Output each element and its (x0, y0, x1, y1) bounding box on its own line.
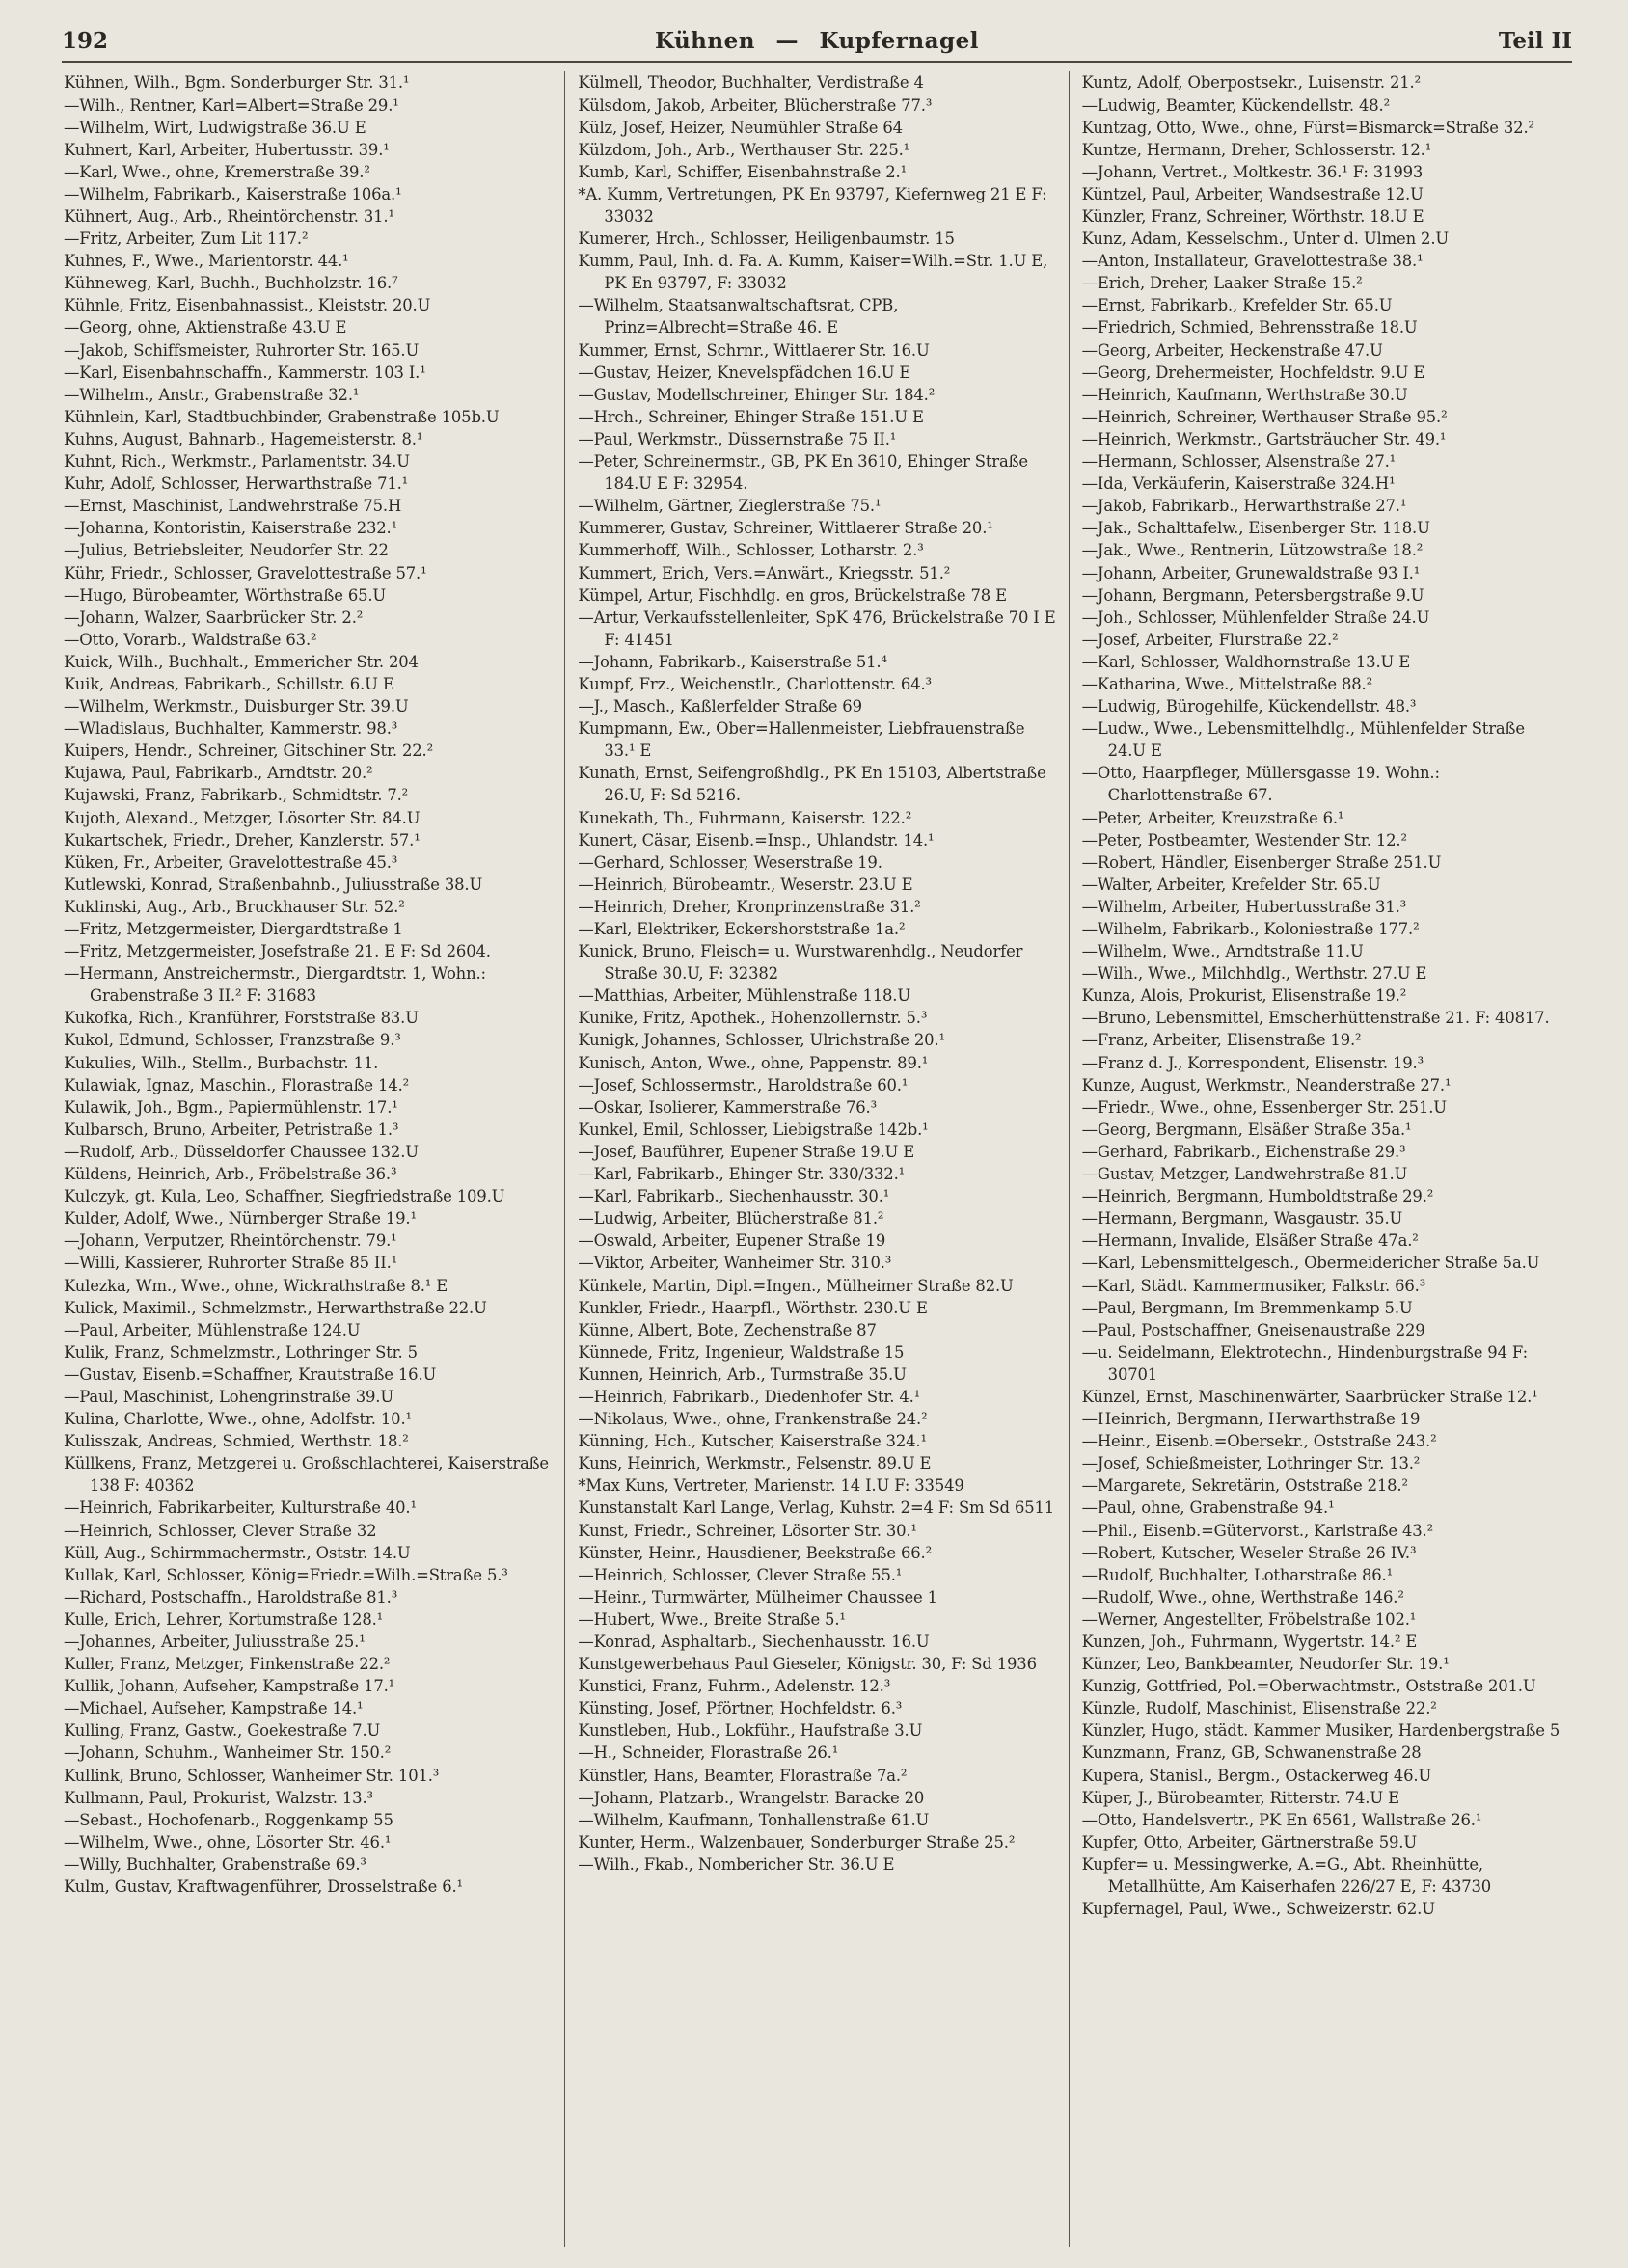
directory-entry: Kühnlein, Karl, Stadtbuchbinder, Grabenstraße 105b.U (64, 407, 500, 426)
directory-entry: —Wilh., Fkab., Nombericher Str. 36.U E (578, 1854, 895, 1874)
directory-entry: Kujoth, Alexand., Metzger, Lösorter Str. 84.U (64, 808, 421, 827)
directory-entry: —Wilhelm, Wwe., ohne, Lösorter Str. 46.¹ (64, 1832, 392, 1851)
directory-entry: Kullik, Johann, Aufseher, Kampstraße 17.¹ (64, 1677, 395, 1696)
directory-entry: Kunkler, Friedr., Haarpfl., Wörthstr. 230.U E (578, 1298, 928, 1317)
part-label: Teil II (1498, 28, 1572, 54)
directory-entry: —Karl, Eisenbahnschaffn., Kammerstr. 103 I.¹ (64, 363, 426, 382)
directory-entry: —Heinrich, Bürobeamtr., Weserstr. 23.U E (578, 875, 913, 894)
directory-entry: Kullmann, Paul, Prokurist, Walzstr. 13.³ (64, 1788, 373, 1807)
directory-entry: —Friedrich, Schmied, Behrensstraße 18.U (1081, 318, 1418, 338)
directory-entry: —Friedr., Wwe., ohne, Essenberger Str. 251.U (1081, 1097, 1447, 1117)
directory-entry: Kulawiak, Ignaz, Maschin., Florastraße 14.² (64, 1075, 410, 1094)
directory-entry: Kumb, Karl, Schiffer, Eisenbahnstraße 2.¹ (578, 162, 908, 181)
directory-entry: Kühr, Friedr., Schlosser, Gravelottestraße 57.¹ (64, 563, 427, 582)
directory-entry: —Franz d. J., Korrespondent, Elisenstr. 19.³ (1081, 1053, 1424, 1072)
directory-entry: —Heinr., Eisenb.=Obersekr., Oststraße 243.² (1081, 1432, 1437, 1451)
directory-entry: —J., Masch., Kaßlerfelder Straße 69 (578, 697, 862, 716)
directory-column-2 (565, 71, 1068, 2247)
directory-entry: Künstler, Hans, Beamter, Florastraße 7a.² (578, 1766, 908, 1785)
directory-entry: —Willi, Kassierer, Ruhrorter Straße 85 II.¹ (64, 1254, 398, 1273)
directory-entry: Kunze, August, Werkmstr., Neanderstraße 27.¹ (1081, 1075, 1452, 1094)
directory-entry: —Wilh., Rentner, Karl=Albert=Straße 29.¹ (64, 95, 399, 115)
directory-entry: Küken, Fr., Arbeiter, Gravelottestraße 45.³ (64, 852, 398, 872)
directory-entry: —Julius, Betriebsleiter, Neudorfer Str. 22 (64, 541, 389, 560)
directory-entry: Kummerhoff, Wilh., Schlosser, Lotharstr. 2.³ (578, 541, 924, 560)
directory-entry: —Ernst, Maschinist, Landwehrstraße 75.H (64, 497, 402, 516)
directory-entry: —Anton, Installateur, Gravelottestraße 38.¹ (1081, 252, 1424, 271)
directory-entry: —Matthias, Arbeiter, Mühlenstraße 118.U (578, 986, 911, 1006)
directory-entry: Kunick, Bruno, Fleisch= u. Wurstwarenhdlg., Neudorfer Straße 30.U, F: 32382 (578, 942, 1023, 984)
directory-entry: Kuhnes, F., Wwe., Marientorstr. 44.¹ (64, 252, 349, 271)
directory-entry: Kulczyk, gt. Kula, Leo, Schaffner, Siegfriedstraße 109.U (64, 1187, 505, 1206)
directory-entry: —Johannes, Arbeiter, Juliusstraße 25.¹ (64, 1633, 366, 1651)
directory-entry: Künsting, Josef, Pförtner, Hochfeldstr. 6.³ (578, 1699, 903, 1718)
directory-entry: —Gustav, Heizer, Knevelspfädchen 16.U E (578, 363, 911, 382)
directory-entry: —Josef, Schießmeister, Lothringer Str. 13.² (1081, 1454, 1421, 1473)
directory-entry: —Karl, Städt. Kammermusiker, Falkstr. 66.³ (1081, 1276, 1426, 1295)
directory-entry: Küntzel, Paul, Arbeiter, Wandsestraße 12.U (1081, 184, 1424, 203)
directory-entry: —Paul, Werkmstr., Düssernstraße 75 II.¹ (578, 429, 897, 448)
directory-entry: Kumpf, Frz., Weichenstlr., Charlottenstr. 64.³ (578, 674, 932, 693)
directory-entry: —Johann, Platzarb., Wrangelstr. Baracke 20 (578, 1788, 925, 1807)
directory-entry: —Paul, Arbeiter, Mühlenstraße 124.U (64, 1320, 361, 1339)
directory-entry: —Paul, Maschinist, Lohengrinstraße 39.U (64, 1387, 394, 1406)
directory-entry: —Werner, Angestellter, Fröbelstraße 102.¹ (1081, 1609, 1417, 1629)
directory-entry: Künne, Albert, Bote, Zechenstraße 87 (578, 1320, 877, 1339)
directory-entry: —Karl, Elektriker, Eckershorststraße 1a.² (578, 920, 906, 938)
directory-entry: Kümpel, Artur, Fischhdlg. en gros, Brückelstraße 78 E (578, 585, 1007, 605)
directory-entry: Kuntz, Adolf, Oberpostsekr., Luisenstr. 21.² (1081, 73, 1422, 93)
directory-entry: Kunzig, Gottfried, Pol.=Oberwachtmstr., Oststraße 201.U (1081, 1677, 1536, 1696)
directory-entry: —Heinrich, Schreiner, Werthauser Straße 95.² (1081, 407, 1448, 426)
directory-entry: —Phil., Eisenb.=Gütervorst., Karlstraße 43.² (1081, 1521, 1434, 1540)
directory-entry: —Paul, ohne, Grabenstraße 94.¹ (1081, 1498, 1335, 1518)
directory-entry: Kunza, Alois, Prokurist, Elisenstraße 19.² (1081, 986, 1407, 1006)
directory-column-3 (1070, 71, 1572, 2247)
directory-entry: —Georg, Arbeiter, Heckenstraße 47.U (1081, 340, 1383, 360)
directory-entry: —Heinrich, Kaufmann, Werthstraße 30.U (1081, 385, 1408, 404)
page-header (62, 29, 1572, 54)
directory-entry: Kumm, Paul, Inh. d. Fa. A. Kumm, Kaiser=Wilh.=Str. 1.U E, PK En 93797, F: 33032 (578, 252, 1048, 293)
directory-entry: —Wilhelm, Wwe., Arndtstraße 11.U (1081, 942, 1364, 961)
directory-entry: Kujawa, Paul, Fabrikarb., Arndtstr. 20.² (64, 764, 373, 783)
directory-entry: Kunzen, Joh., Fuhrmann, Wygertstr. 14.² E (1081, 1633, 1418, 1651)
directory-entry: —Gerhard, Schlosser, Weserstraße 19. (578, 852, 882, 872)
directory-entry: —Otto, Handelsvertr., PK En 6561, Wallstraße 26.¹ (1081, 1810, 1482, 1829)
directory-entry: —Wilhelm, Staatsanwaltschaftsrat, CPB, Prinz=Albrecht=Straße 46. E (578, 296, 899, 338)
directory-entry: Kühnen, Wilh., Bgm. Sonderburger Str. 31.¹ (64, 73, 410, 93)
directory-entry: *Max Kuns, Vertreter, Marienstr. 14 I.U F: 33549 (578, 1476, 964, 1496)
directory-entry: Kühneweg, Karl, Buchh., Buchholzstr. 16.⁷ (64, 274, 398, 293)
directory-entry: Kulina, Charlotte, Wwe., ohne, Adolfstr. 10.¹ (64, 1410, 412, 1429)
directory-entry: Küllkens, Franz, Metzgerei u. Großschlachterei, Kaiserstraße 138 F: 40362 (64, 1454, 549, 1496)
directory-entry: —Willy, Buchhalter, Grabenstraße 69.³ (64, 1854, 366, 1874)
directory-entry: Kunstanstalt Karl Lange, Verlag, Kuhstr. 2=4 F: Sm Sd 6511 (578, 1498, 1055, 1518)
directory-entry: —Hermann, Schlosser, Alsenstraße 27.¹ (1081, 452, 1397, 472)
directory-entry: Kunisch, Anton, Wwe., ohne, Pappenstr. 89.¹ (578, 1053, 929, 1072)
directory-entry: —Ida, Verkäuferin, Kaiserstraße 324.H¹ (1081, 474, 1396, 494)
directory-entry: —Wilhelm, Kaufmann, Tonhallenstraße 61.U (578, 1810, 930, 1829)
directory-entry: —Wladislaus, Buchhalter, Kammerstr. 98.³ (64, 719, 398, 739)
directory-entry: Kunzmann, Franz, GB, Schwanenstraße 28 (1081, 1743, 1422, 1763)
directory-entry: —Paul, Bergmann, Im Bremmenkamp 5.U (1081, 1298, 1413, 1317)
directory-entry: Küper, J., Bürobeamter, Ritterstr. 74.U E (1081, 1788, 1399, 1807)
directory-entry: —Otto, Vorarb., Waldstraße 63.² (64, 630, 317, 649)
directory-entry: —Heinrich, Bergmann, Humboldtstraße 29.² (1081, 1187, 1434, 1206)
directory-entry: Kunstgewerbehaus Paul Gieseler, Königstr. 30, F: Sd 1936 (578, 1655, 1037, 1674)
directory-entry: —Heinrich, Bergmann, Herwarthstraße 19 (1081, 1410, 1421, 1429)
directory-entry: —Rudolf, Buchhalter, Lotharstraße 86.¹ (1081, 1565, 1394, 1584)
directory-entry: —Jakob, Fabrikarb., Herwarthstraße 27.¹ (1081, 497, 1407, 516)
directory-entry: Kühnert, Aug., Arb., Rheintörchenstr. 31.¹ (64, 207, 394, 226)
directory-entry: Kukol, Edmund, Schlosser, Franzstraße 9.³ (64, 1031, 401, 1050)
directory-entry: Kujawski, Franz, Fabrikarb., Schmidtstr. 7.² (64, 786, 409, 805)
directory-entry: —Paul, Postschaffner, Gneisenaustraße 229 (1081, 1320, 1425, 1339)
directory-entry: Külz, Josef, Heizer, Neumühler Straße 64 (578, 118, 903, 137)
directory-entry: Kummert, Erich, Vers.=Anwärt., Kriegsstr. 51.² (578, 563, 951, 582)
directory-entry: Kupfernagel, Paul, Wwe., Schweizerstr. 62.U (1081, 1900, 1435, 1919)
directory-entry: —Heinr., Turmwärter, Mülheimer Chaussee 1 (578, 1587, 937, 1606)
directory-entry: Kunert, Cäsar, Eisenb.=Insp., Uhlandstr. 14.¹ (578, 830, 935, 850)
directory-entry: —Georg, Drehermeister, Hochfeldstr. 9.U E (1081, 363, 1425, 382)
directory-entry: —Gustav, Eisenb.=Schaffner, Krautstraße 16.U (64, 1364, 437, 1384)
directory-entry: —Fritz, Metzgermeister, Diergardtstraße 1 (64, 920, 403, 938)
directory-entry: Künzer, Leo, Bankbeamter, Neudorfer Str. 19.¹ (1081, 1655, 1450, 1674)
directory-entry: Kupera, Stanisl., Bergm., Ostackerweg 46.U (1081, 1766, 1432, 1785)
directory-entry: Küldens, Heinrich, Arb., Fröbelstraße 36.³ (64, 1165, 397, 1184)
directory-entry: —u. Seidelmann, Elektrotechn., Hindenburgstraße 94 F: 30701 (1081, 1342, 1528, 1384)
directory-entry: —Hermann, Invalide, Elsäßer Straße 47a.² (1081, 1231, 1419, 1251)
directory-entry: Kullak, Karl, Schlosser, König=Friedr.=Wilh.=Straße 5.³ (64, 1565, 508, 1584)
directory-entry: —Georg, Bergmann, Elsäßer Straße 35a.¹ (1081, 1120, 1412, 1139)
directory-entry: —Heinrich, Fabrikarb., Diedenhofer Str. 4.¹ (578, 1387, 921, 1406)
directory-entry: Kulick, Maximil., Schmelzmstr., Herwarthstraße 22.U (64, 1298, 487, 1317)
directory-entry: Künster, Heinr., Hausdiener, Beekstraße 66.² (578, 1543, 932, 1562)
directory-entry: —Fritz, Metzgermeister, Josefstraße 21. E F: Sd 2604. (64, 942, 491, 961)
directory-entry: Künzel, Ernst, Maschinenwärter, Saarbrücker Straße 12.¹ (1081, 1387, 1538, 1406)
directory-entry: —Gustav, Metzger, Landwehrstraße 81.U (1081, 1165, 1408, 1184)
directory-entry: —Wilhelm, Gärtner, Zieglerstraße 75.¹ (578, 497, 882, 516)
directory-entry: —Otto, Haarpfleger, Müllersgasse 19. Wohn.: Charlottenstraße 67. (1081, 764, 1440, 805)
directory-entry: —Gerhard, Fabrikarb., Eichenstraße 29.³ (1081, 1142, 1406, 1161)
directory-entry: Kunkel, Emil, Schlosser, Liebigstraße 142b.¹ (578, 1120, 929, 1139)
directory-entry: —Wilhelm, Fabrikarb., Koloniestraße 177.² (1081, 920, 1420, 938)
directory-entry: —Artur, Verkaufsstellenleiter, SpK 476, Brückelstraße 70 I E F: 41451 (578, 608, 1056, 649)
directory-entry: —Heinrich, Fabrikarbeiter, Kulturstraße 40.¹ (64, 1498, 417, 1518)
directory-entry: Kulawik, Joh., Bgm., Papiermühlenstr. 17.¹ (64, 1097, 398, 1117)
directory-entry: Kunstleben, Hub., Lokführ., Haufstraße 3.U (578, 1721, 923, 1741)
directory-entry: —Johann, Bergmann, Petersbergstraße 9.U (1081, 585, 1424, 605)
directory-entry: Kunter, Herm., Walzenbauer, Sonderburger Straße 25.² (578, 1832, 1016, 1851)
directory-entry: —Peter, Schreinermstr., GB, PK En 3610, Ehinger Straße 184.U E F: 32954. (578, 452, 1028, 494)
directory-entry: —Johanna, Kontoristin, Kaiserstraße 232.¹ (64, 519, 398, 538)
directory-entry: —Ludwig, Beamter, Kückendellstr. 48.² (1081, 95, 1391, 115)
directory-entry: Kulm, Gustav, Kraftwagenführer, Drosselstraße 6.¹ (64, 1877, 463, 1897)
directory-entry: —Viktor, Arbeiter, Wanheimer Str. 310.³ (578, 1254, 892, 1273)
directory-entry: Kunath, Ernst, Seifengroßhdlg., PK En 15103, Albertstraße 26.U, F: Sd 5216. (578, 764, 1046, 805)
directory-entry: —Jak., Wwe., Rentnerin, Lützowstraße 18.² (1081, 541, 1424, 560)
directory-entry: Kupfer= u. Messingwerke, A.=G., Abt. Rheinhütte, Metallhütte, Am Kaiserhafen 226/27 E, F: 43730 (1081, 1854, 1492, 1897)
directory-entry: Külsdom, Jakob, Arbeiter, Blücherstraße 77.³ (578, 95, 933, 115)
directory-entry: Kunst, Friedr., Schreiner, Lösorter Str. 30.¹ (578, 1521, 917, 1540)
directory-entry: —Rudolf, Arb., Düsseldorfer Chaussee 132.U (64, 1142, 419, 1161)
directory-entry: Künzler, Hugo, städt. Kammer Musiker, Hardenbergstraße 5 (1081, 1721, 1560, 1741)
directory-entry: Kupfer, Otto, Arbeiter, Gärtnerstraße 59.U (1081, 1832, 1417, 1851)
directory-entry: Kukartschek, Friedr., Dreher, Kanzlerstr. 57.¹ (64, 830, 421, 850)
directory-entry: Künning, Hch., Kutscher, Kaiserstraße 324.¹ (578, 1432, 927, 1451)
directory-entry: —Ludw., Wwe., Lebensmittelhdlg., Mühlenfelder Straße 24.U E (1081, 719, 1525, 761)
directory-entry: —Bruno, Lebensmittel, Emscherhüttenstraße 21. F: 40817. (1081, 1009, 1550, 1028)
directory-entry: Kuller, Franz, Metzger, Finkenstraße 22.² (64, 1655, 391, 1674)
directory-entry: —Jakob, Schiffsmeister, Ruhrorter Str. 165.U (64, 340, 420, 360)
directory-entry: —Hugo, Bürobeamter, Wörthstraße 65.U (64, 585, 387, 605)
running-title: Kühnen — Kupfernagel (654, 28, 980, 54)
directory-entry: —Wilhelm, Werkmstr., Duisburger Str. 39.U (64, 697, 409, 716)
directory-entry: Kunigk, Johannes, Schlosser, Ulrichstraße 20.¹ (578, 1031, 945, 1050)
directory-entry: Kummer, Ernst, Schrnr., Wittlaerer Str. 16.U (578, 340, 930, 360)
directory-entry: —Joh., Schlosser, Mühlenfelder Straße 24.U (1081, 608, 1430, 627)
directory-entry: —Karl, Lebensmittelgesch., Obermeidericher Straße 5a.U (1081, 1254, 1540, 1273)
directory-entry: Kunekath, Th., Fuhrmann, Kaiserstr. 122.² (578, 808, 912, 827)
directory-entry: —Johann, Fabrikarb., Kaiserstraße 51.⁴ (578, 652, 887, 671)
directory-entry: Künnede, Fritz, Ingenieur, Waldstraße 15 (578, 1342, 905, 1362)
directory-entry: —Karl, Schlosser, Waldhornstraße 13.U E (1081, 652, 1411, 671)
directory-entry: Kuhnert, Karl, Arbeiter, Hubertusstr. 39.¹ (64, 140, 390, 159)
page-number: 192 (62, 28, 109, 54)
directory-entry: —Oswald, Arbeiter, Eupener Straße 19 (578, 1231, 886, 1251)
directory-entry: —Hubert, Wwe., Breite Straße 5.¹ (578, 1609, 846, 1629)
directory-entry: —Heinrich, Werkmstr., Gartsträucher Str. 49.¹ (1081, 429, 1447, 448)
directory-entry: —Jak., Schalttafelw., Eisenberger Str. 118.U (1081, 519, 1430, 538)
directory-entry: —Karl, Fabrikarb., Siechenhausstr. 30.¹ (578, 1187, 890, 1206)
directory-entry: —Nikolaus, Wwe., ohne, Frankenstraße 24.² (578, 1410, 928, 1429)
directory-entry: —Heinrich, Dreher, Kronprinzenstraße 31.² (578, 897, 921, 916)
directory-entry: —Josef, Arbeiter, Flurstraße 22.² (1081, 630, 1339, 649)
directory-entry: Külmell, Theodor, Buchhalter, Verdistraße 4 (578, 73, 924, 93)
directory-entry: Kumpmann, Ew., Ober=Hallenmeister, Liebfrauenstraße 33.¹ E (578, 719, 1025, 761)
directory-entry: Kulder, Adolf, Wwe., Nürnberger Straße 19.¹ (64, 1209, 417, 1228)
directory-entry: Kunike, Fritz, Apothek., Hohenzollernstr. 5.³ (578, 1009, 928, 1028)
directory-entry: Kühnle, Fritz, Eisenbahnassist., Kleiststr. 20.U (64, 296, 431, 315)
directory-entry: Kuick, Wilh., Buchhalt., Emmericher Str. 204 (64, 652, 419, 671)
directory-entry: —Wilhelm, Arbeiter, Hubertusstraße 31.³ (1081, 897, 1407, 916)
directory-entry: Kullink, Bruno, Schlosser, Wanheimer Str. 101.³ (64, 1766, 440, 1785)
directory-entry: Kunstici, Franz, Fuhrm., Adelenstr. 12.³ (578, 1677, 891, 1696)
directory-entry: —Katharina, Wwe., Mittelstraße 88.² (1081, 674, 1373, 693)
directory-entry: —Johann, Vertret., Moltkestr. 36.¹ F: 31993 (1081, 162, 1424, 181)
directory-entry: Kuklinski, Aug., Arb., Bruckhauser Str. 52.² (64, 897, 405, 916)
directory-entry: —Wilhelm, Wirt, Ludwigstraße 36.U E (64, 118, 366, 137)
directory-entry: Kulling, Franz, Gastw., Goekestraße 7.U (64, 1721, 381, 1741)
directory-entry: —Gustav, Modellschreiner, Ehinger Str. 184.² (578, 385, 936, 404)
directory-entry: Kummerer, Gustav, Schreiner, Wittlaerer Straße 20.¹ (578, 519, 993, 538)
directory-entry: —Erich, Dreher, Laaker Straße 15.² (1081, 274, 1363, 293)
directory-entry: Kukofka, Rich., Kranführer, Forststraße 83.U (64, 1009, 419, 1028)
directory-entry: Kuns, Heinrich, Werkmstr., Felsenstr. 89.U E (578, 1454, 932, 1473)
directory-entry: Kuik, Andreas, Fabrikarb., Schillstr. 6.U E (64, 674, 394, 693)
directory-entry: —Richard, Postschaffn., Haroldstraße 81.³ (64, 1587, 398, 1606)
directory-entry: —Peter, Postbeamter, Westender Str. 12.² (1081, 830, 1407, 850)
directory-entry: Kuntzag, Otto, Wwe., ohne, Fürst=Bismarck=Straße 32.² (1081, 118, 1534, 137)
directory-entry: —Johann, Schuhm., Wanheimer Str. 150.² (64, 1743, 392, 1763)
directory-entry: Kuntze, Hermann, Dreher, Schlosserstr. 12.¹ (1081, 140, 1432, 159)
directory-entry: Kulbarsch, Bruno, Arbeiter, Petristraße 1.³ (64, 1120, 399, 1139)
directory-entry: —Josef, Bauführer, Eupener Straße 19.U E (578, 1142, 915, 1161)
directory-entry: Künkele, Martin, Dipl.=Ingen., Mülheimer Straße 82.U (578, 1276, 1014, 1295)
directory-entry: Kuhnt, Rich., Werkmstr., Parlamentstr. 34.U (64, 452, 410, 472)
directory-entry: —Rudolf, Wwe., ohne, Werthstraße 146.² (1081, 1587, 1404, 1606)
directory-entry: —Michael, Aufseher, Kampstraße 14.¹ (64, 1699, 364, 1718)
directory-entry: Kuhr, Adolf, Schlosser, Herwarthstraße 71.¹ (64, 474, 409, 494)
directory-entry: Kulisszak, Andreas, Schmied, Werthstr. 18.² (64, 1432, 409, 1451)
directory-entry: Kumerer, Hrch., Schlosser, Heiligenbaumstr. 15 (578, 230, 955, 249)
directory-entry: —Johann, Verputzer, Rheintörchenstr. 79.¹ (64, 1231, 397, 1251)
directory-entry: —Johann, Walzer, Saarbrücker Str. 2.² (64, 608, 364, 627)
directory-entry: —Josef, Schlossermstr., Haroldstraße 60.¹ (578, 1075, 909, 1094)
directory-entry: —Walter, Arbeiter, Krefelder Str. 65.U (1081, 875, 1381, 894)
directory-entry: —Peter, Arbeiter, Kreuzstraße 6.¹ (1081, 808, 1344, 827)
directory-entry: —Sebast., Hochofenarb., Roggenkamp 55 (64, 1810, 393, 1829)
directory-entry: Künzler, Franz, Schreiner, Wörthstr. 18.U E (1081, 207, 1424, 226)
directory-entry: —Wilh., Wwe., Milchhdlg., Werthstr. 27.U E (1081, 964, 1427, 984)
directory-entry: —Karl, Wwe., ohne, Kremerstraße 39.² (64, 162, 370, 181)
directory-entry: Kukulies, Wilh., Stellm., Burbachstr. 11. (64, 1053, 379, 1072)
directory-column-1 (62, 71, 564, 2247)
directory-entry: —Robert, Kutscher, Weseler Straße 26 IV.³ (1081, 1543, 1417, 1562)
directory-entry: —Ernst, Fabrikarb., Krefelder Str. 65.U (1081, 296, 1393, 315)
directory-entry: —Heinrich, Schlosser, Clever Straße 32 (64, 1521, 377, 1540)
directory-entry: —Wilhelm., Anstr., Grabenstraße 32.¹ (64, 385, 360, 404)
directory-columns (62, 71, 1572, 2247)
directory-entry: Kuipers, Hendr., Schreiner, Gitschiner Str. 22.² (64, 742, 434, 761)
directory-entry: —Johann, Arbeiter, Grunewaldstraße 93 I.¹ (1081, 563, 1421, 582)
directory-entry: Külzdom, Joh., Arb., Werthauser Str. 225.¹ (578, 140, 910, 159)
directory-entry: —Heinrich, Schlosser, Clever Straße 55.¹ (578, 1565, 903, 1584)
directory-entry: Kutlewski, Konrad, Straßenbahnb., Juliusstraße 38.U (64, 875, 483, 894)
directory-entry: Kulezka, Wm., Wwe., ohne, Wickrathstraße 8.¹ E (64, 1276, 448, 1295)
directory-entry: —Franz, Arbeiter, Elisenstraße 19.² (1081, 1031, 1362, 1050)
directory-entry: —Fritz, Arbeiter, Zum Lit 117.² (64, 230, 309, 249)
directory-entry: —Hrch., Schreiner, Ehinger Straße 151.U E (578, 407, 924, 426)
directory-entry: —Konrad, Asphaltarb., Siechenhausstr. 16.U (578, 1633, 930, 1651)
directory-entry: —Oskar, Isolierer, Kammerstraße 76.³ (578, 1097, 877, 1117)
directory-entry: —H., Schneider, Florastraße 26.¹ (578, 1743, 839, 1763)
directory-entry: *A. Kumm, Vertretungen, PK En 93797, Kiefernweg 21 E F: 33032 (578, 184, 1047, 226)
directory-entry: Künzle, Rudolf, Maschinist, Elisenstraße 22.² (1081, 1699, 1437, 1718)
directory-entry: —Wilhelm, Fabrikarb., Kaiserstraße 106a.¹ (64, 184, 402, 203)
directory-entry: —Robert, Händler, Eisenberger Straße 251.U (1081, 852, 1442, 872)
directory-entry: Kuhns, August, Bahnarb., Hagemeisterstr. 8.¹ (64, 429, 423, 448)
header-rule (62, 61, 1572, 63)
directory-entry: —Karl, Fabrikarb., Ehinger Str. 330/332.¹ (578, 1165, 906, 1184)
directory-entry: Kunnen, Heinrich, Arb., Turmstraße 35.U (578, 1364, 907, 1384)
directory-entry: —Margarete, Sekretärin, Oststraße 218.² (1081, 1476, 1408, 1496)
directory-entry: —Georg, ohne, Aktienstraße 43.U E (64, 318, 347, 338)
directory-entry: —Hermann, Anstreichermstr., Diergardtstr. 1, Wohn.: Grabenstraße 3 II.² F: 31683 (64, 964, 486, 1006)
directory-entry: Kulle, Erich, Lehrer, Kortumstraße 128.¹ (64, 1609, 384, 1629)
directory-entry: —Ludwig, Arbeiter, Blücherstraße 81.² (578, 1209, 884, 1228)
directory-entry: Kunz, Adam, Kesselschm., Unter d. Ulmen 2.U (1081, 230, 1450, 249)
directory-entry: —Ludwig, Bürogehilfe, Kückendellstr. 48.³ (1081, 697, 1417, 716)
directory-entry: Küll, Aug., Schirmmachermstr., Oststr. 14.U (64, 1543, 411, 1562)
directory-entry: —Hermann, Bergmann, Wasgaustr. 35.U (1081, 1209, 1403, 1228)
directory-entry: Kulik, Franz, Schmelzmstr., Lothringer Str. 5 (64, 1342, 418, 1362)
